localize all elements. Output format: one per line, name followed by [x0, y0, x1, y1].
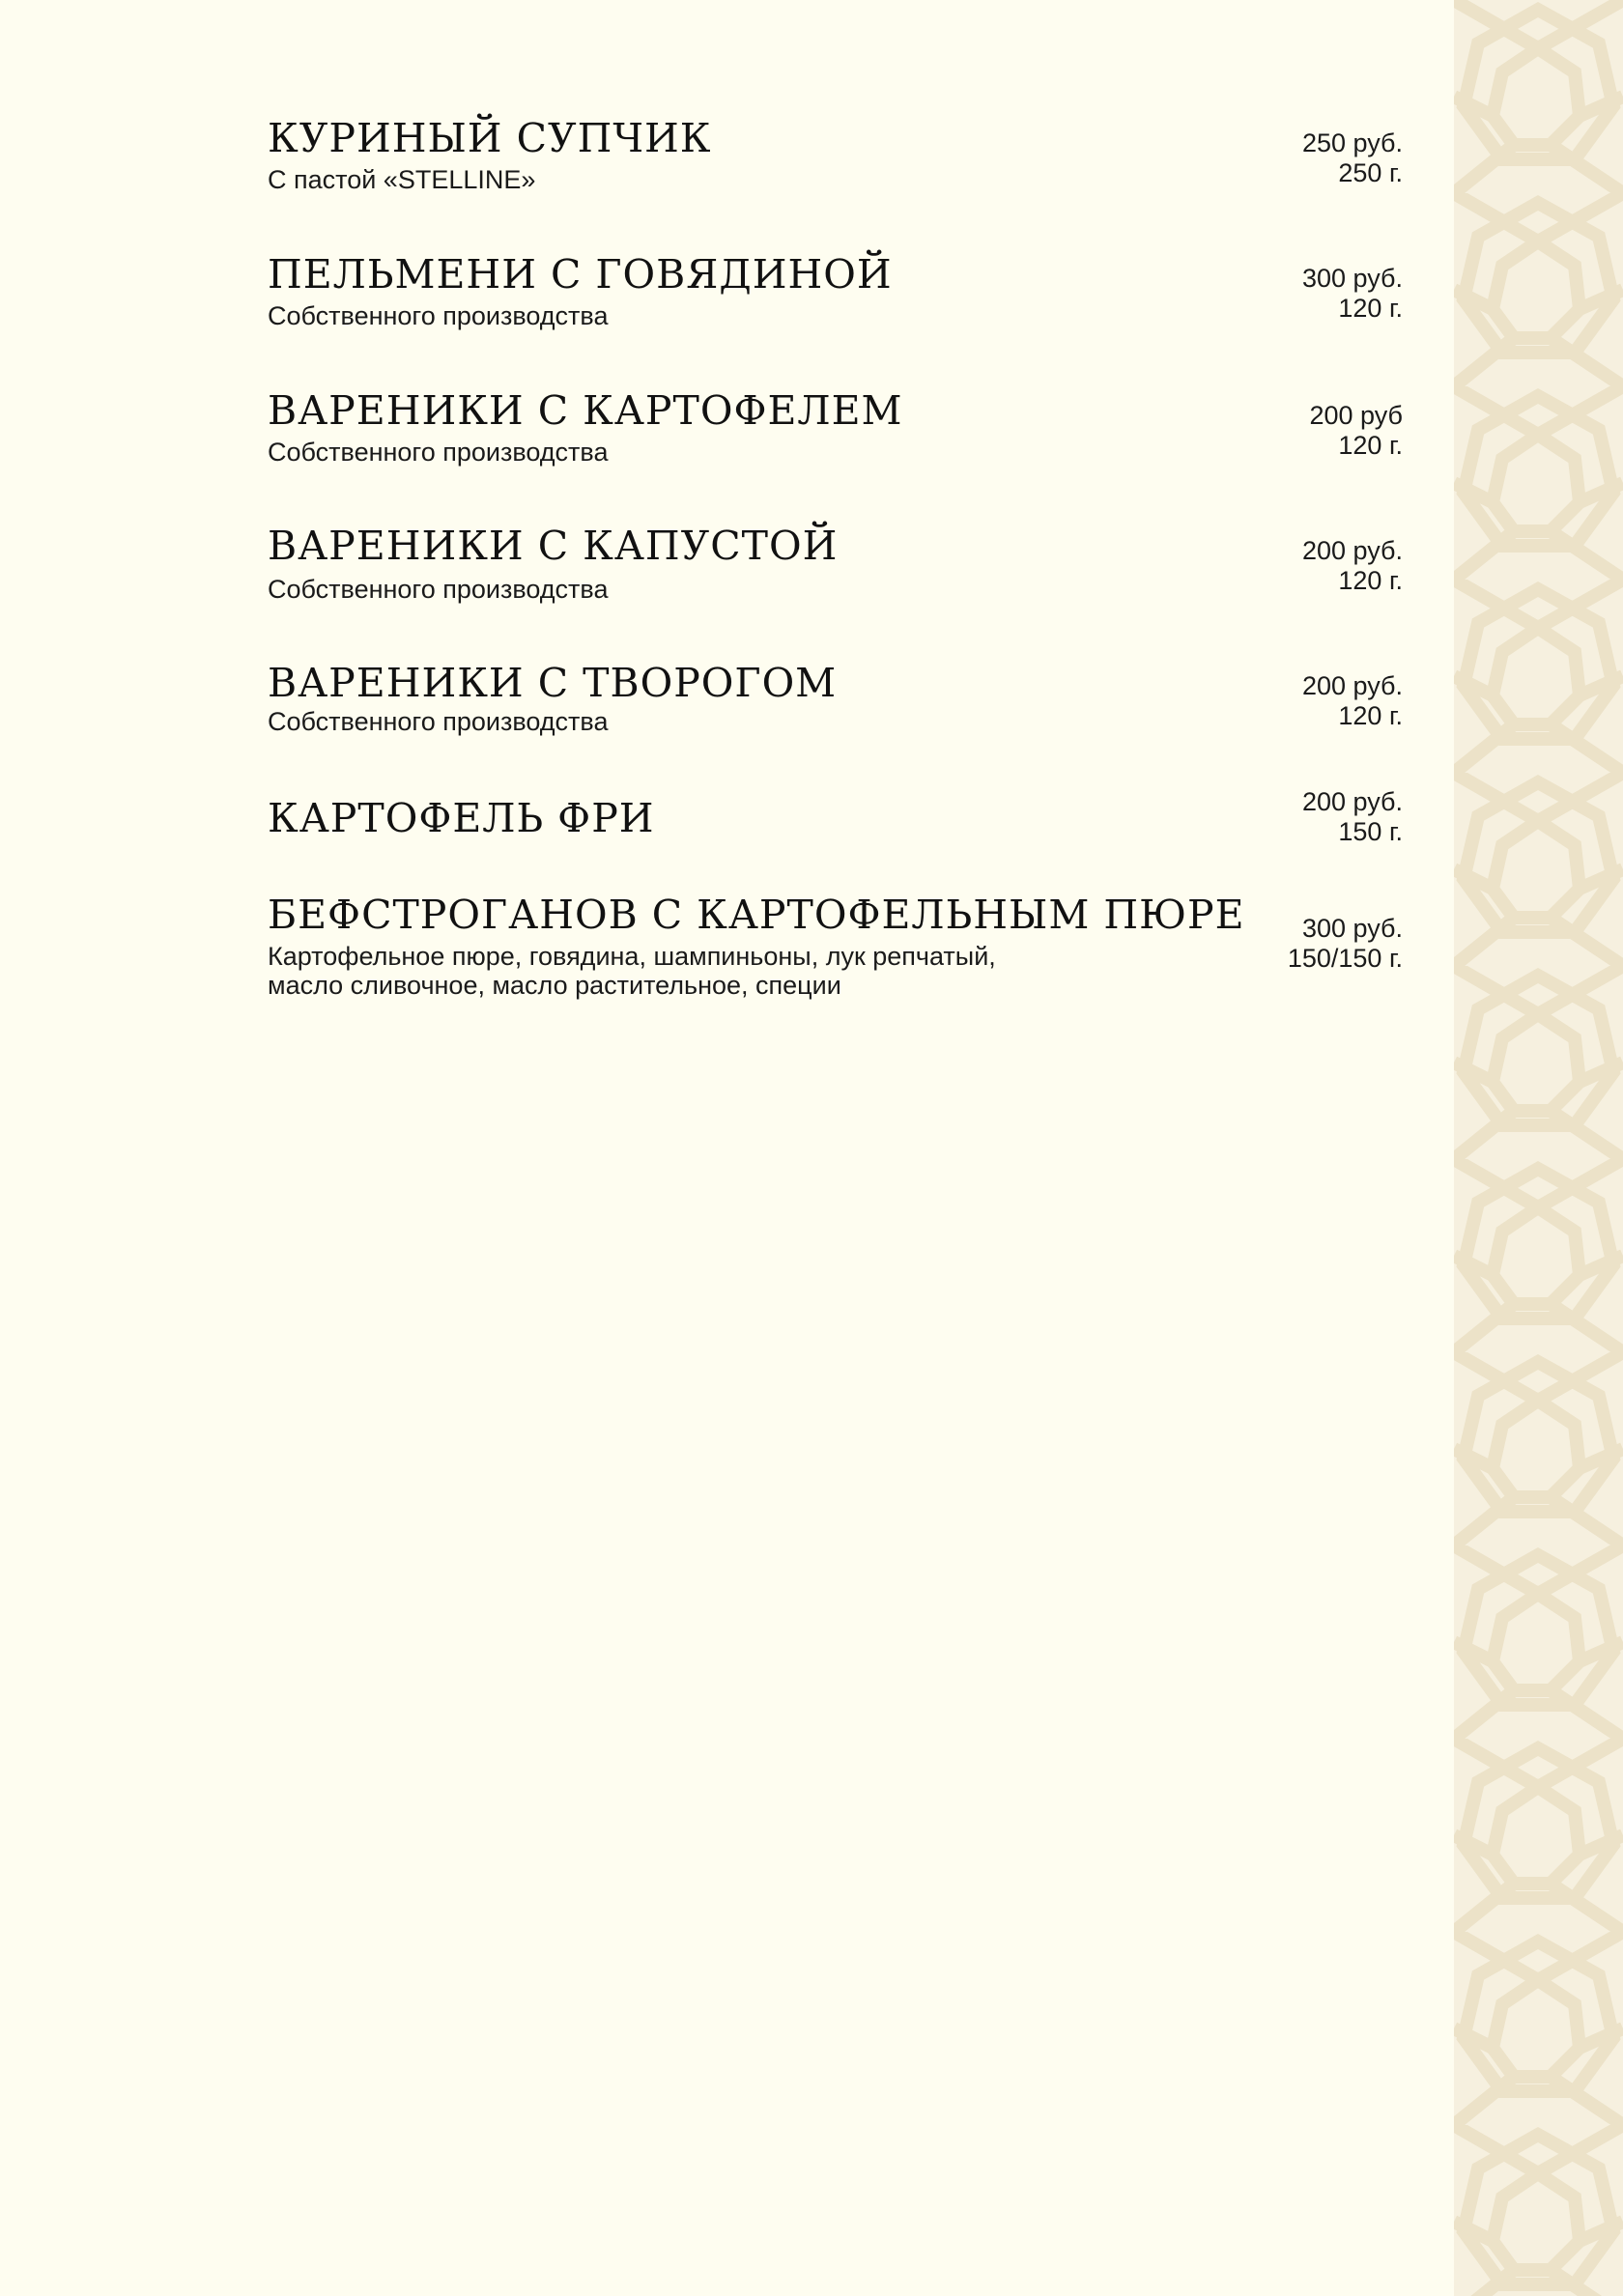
- item-name: КУРИНЫЙ СУПЧИК: [268, 115, 712, 161]
- item-price: 300 руб.: [1301, 264, 1403, 293]
- menu-item: [268, 386, 1403, 483]
- item-weight: 120 г.: [1338, 294, 1403, 323]
- item-description: Собственного производства: [268, 575, 609, 604]
- menu-item: [268, 787, 1403, 871]
- item-price: 300 руб.: [1301, 914, 1403, 943]
- item-description: [268, 942, 996, 1000]
- item-description: Собственного производства: [268, 438, 609, 467]
- item-price: 200 руб.: [1301, 787, 1403, 816]
- item-name: ВАРЕНИКИ С КАПУСТОЙ: [268, 523, 839, 569]
- item-description: Собственного производства: [268, 707, 609, 736]
- item-price-block: [1302, 536, 1403, 596]
- item-description: С пастой «STELLINE»: [268, 165, 536, 194]
- item-weight: 120 г.: [1338, 566, 1403, 595]
- menu-item: [268, 522, 1403, 618]
- item-price-block: [1302, 264, 1403, 324]
- item-price: 200 руб: [1309, 401, 1403, 430]
- geometric-pattern-icon: [1454, 0, 1623, 2296]
- item-name: ВАРЕНИКИ С ТВОРОГОМ: [268, 660, 838, 706]
- item-price-block: [1288, 914, 1403, 974]
- item-price-block: [1302, 128, 1403, 188]
- item-weight: 120 г.: [1338, 431, 1403, 460]
- item-weight: 150 г.: [1338, 817, 1403, 846]
- menu-item: [268, 891, 1403, 1016]
- menu-item: [268, 250, 1403, 347]
- item-description: Собственного производства: [268, 301, 609, 330]
- item-description-line: Картофельное пюре, говядина, шампиньоны, лук репчатый,: [268, 942, 996, 971]
- item-description-line: масло сливочное, масло растительное, специи: [268, 971, 841, 1000]
- menu-item: [268, 114, 1403, 211]
- item-weight: 250 г.: [1338, 158, 1403, 187]
- item-name: ВАРЕНИКИ С КАРТОФЕЛЕМ: [268, 387, 903, 434]
- item-price-block: [1302, 671, 1403, 731]
- item-price-block: [1302, 787, 1403, 847]
- item-price: 250 руб.: [1301, 128, 1403, 157]
- item-weight: 150/150 г.: [1287, 944, 1403, 973]
- item-weight: 120 г.: [1338, 701, 1403, 730]
- item-price-block: [1309, 401, 1403, 461]
- item-price: 200 руб.: [1301, 536, 1403, 565]
- item-name: БЕФСТРОГАНОВ С КАРТОФЕЛЬНЫМ ПЮРЕ: [268, 892, 1245, 938]
- decorative-pattern-band: [1454, 0, 1623, 2296]
- item-name: КАРТОФЕЛЬ ФРИ: [268, 795, 655, 841]
- item-price: 200 руб.: [1301, 671, 1403, 700]
- item-name: ПЕЛЬМЕНИ С ГОВЯДИНОЙ: [268, 251, 893, 298]
- menu-item: [268, 659, 1403, 755]
